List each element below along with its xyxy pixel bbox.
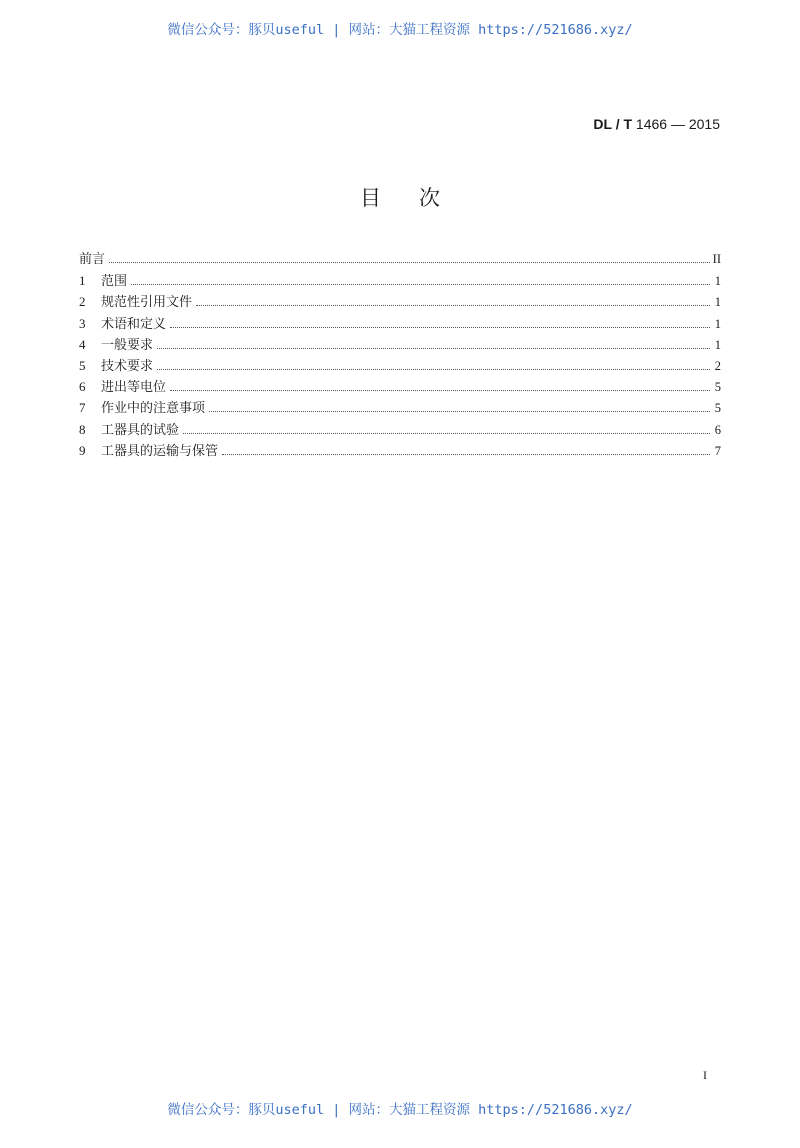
toc-entry-label: 工器具的试验 xyxy=(101,422,180,438)
toc-entry-number: 2 xyxy=(79,294,86,310)
toc-entry-page: 1 xyxy=(714,337,721,352)
toc-entry-6[interactable] xyxy=(79,376,721,397)
toc-entry-number: 4 xyxy=(79,336,86,352)
toc-entry-number: 1 xyxy=(79,273,86,289)
toc-entry-4[interactable] xyxy=(79,334,721,355)
toc-entry-5[interactable] xyxy=(79,355,721,376)
standard-number: 1466 — 2015 xyxy=(635,116,720,132)
standard-prefix: DL / T xyxy=(593,116,633,132)
toc-entry-page: II xyxy=(712,252,721,266)
page-number: I xyxy=(703,1068,707,1082)
toc-entry-label: 工器具的运输与保管 xyxy=(101,443,219,459)
toc-entry-label: 一般要求 xyxy=(101,337,154,353)
toc-title: 目次 xyxy=(360,186,478,210)
toc-leader-dots xyxy=(170,389,710,391)
toc-leader-dots xyxy=(196,304,710,306)
toc-entry-8[interactable] xyxy=(79,419,721,440)
toc-entry-number: 8 xyxy=(79,421,86,437)
table-of-contents xyxy=(79,249,721,461)
watermark-top: 微信公众号：豚贝useful | 网站：大猫工程资源 https://521686.xyz/ xyxy=(167,22,633,38)
toc-entry-label: 范围 xyxy=(101,274,128,290)
toc-leader-dots xyxy=(170,326,710,328)
watermark-bottom: 微信公众号：豚贝useful | 网站：大猫工程资源 https://521686.xyz/ xyxy=(167,1102,633,1118)
toc-entry-label: 作业中的注意事项 xyxy=(101,401,206,417)
toc-entry-page: 1 xyxy=(714,316,721,331)
toc-leader-dots xyxy=(157,368,710,370)
toc-entry-number: 7 xyxy=(79,400,86,416)
toc-entry-9[interactable] xyxy=(79,440,721,461)
toc-entry-label: 前言 xyxy=(79,252,106,267)
toc-entry-number: 9 xyxy=(79,442,86,458)
toc-leader-dots xyxy=(222,453,710,455)
toc-leader-dots xyxy=(131,283,710,285)
toc-entry-page: 7 xyxy=(714,443,721,458)
toc-entry-page: 6 xyxy=(714,422,721,437)
toc-entry-page: 1 xyxy=(714,295,721,310)
toc-leader-dots xyxy=(109,261,710,263)
toc-entry-number: 5 xyxy=(79,357,86,373)
toc-entry-2[interactable] xyxy=(79,291,721,312)
toc-entry-7[interactable] xyxy=(79,397,721,418)
toc-entry-number: 3 xyxy=(79,315,86,331)
toc-entry-page: 1 xyxy=(714,274,721,289)
toc-entry-page: 2 xyxy=(714,358,721,373)
toc-entry-page: 5 xyxy=(714,401,721,416)
toc-entry-foreword[interactable] xyxy=(79,249,721,270)
standard-code xyxy=(593,116,720,132)
toc-entry-page: 5 xyxy=(714,380,721,395)
toc-entry-label: 技术要求 xyxy=(101,358,154,374)
toc-entry-1[interactable] xyxy=(79,270,721,291)
toc-entry-number: 6 xyxy=(79,379,86,395)
toc-entry-label: 规范性引用文件 xyxy=(101,295,193,311)
toc-entry-3[interactable] xyxy=(79,313,721,334)
toc-entry-label: 术语和定义 xyxy=(101,316,167,332)
toc-leader-dots xyxy=(157,347,710,349)
toc-leader-dots xyxy=(183,432,710,434)
toc-leader-dots xyxy=(209,410,710,412)
toc-entry-label: 进出等电位 xyxy=(101,380,167,396)
